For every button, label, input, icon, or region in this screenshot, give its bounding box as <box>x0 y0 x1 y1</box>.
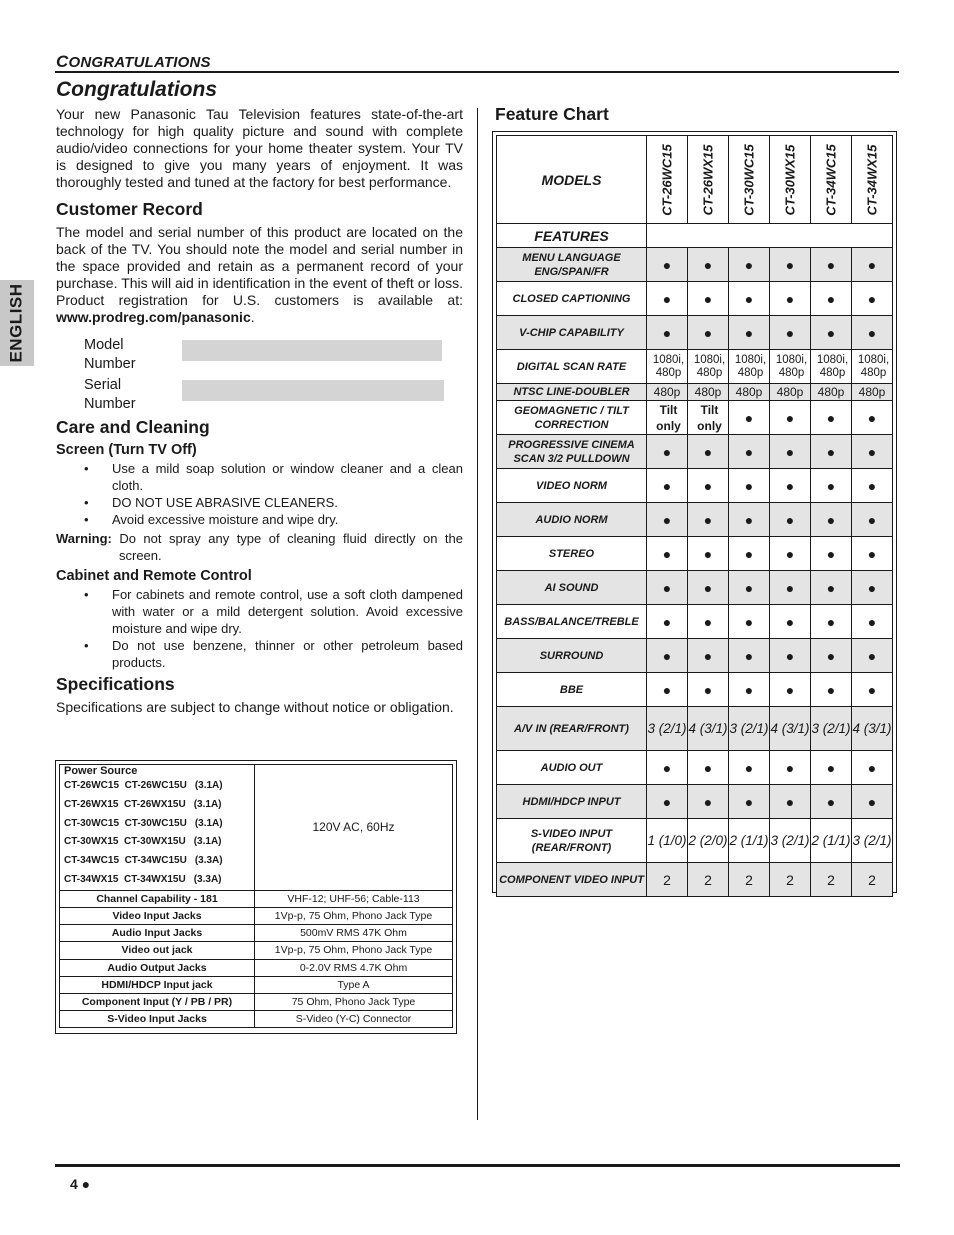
feature-value: ● <box>811 785 852 819</box>
power-source-model-row <box>64 871 250 890</box>
feature-row <box>497 751 893 785</box>
feature-label: MENU LANGUAGE ENG/SPAN/FR <box>497 248 647 282</box>
spec-row <box>60 993 453 1010</box>
feature-value: ● <box>811 435 852 469</box>
customer-record-body <box>56 224 463 326</box>
feature-label: AUDIO NORM <box>497 503 647 537</box>
running-header <box>56 52 211 72</box>
feature-value: ● <box>647 785 688 819</box>
power-source-model-row <box>64 852 250 871</box>
feature-value: ● <box>688 639 729 673</box>
feature-value: ● <box>688 605 729 639</box>
specification-rows <box>60 890 453 1028</box>
feature-value: ● <box>770 605 811 639</box>
feature-label: VIDEO NORM <box>497 469 647 503</box>
power-source-amps: (3.1A) <box>193 798 222 810</box>
feature-value: 1080i, 480p <box>770 350 811 384</box>
spec-row <box>60 907 453 924</box>
feature-value: Tilt only <box>688 401 729 435</box>
feature-value: 2 <box>811 863 852 897</box>
feature-value: 480p <box>729 384 770 401</box>
feature-value: 480p <box>647 384 688 401</box>
feature-label: V-CHIP CAPABILITY <box>497 316 647 350</box>
screen-bullet-1-text: Use a mild soap solution or window cleaner and a clean cloth. <box>112 461 463 493</box>
feature-value: ● <box>852 605 893 639</box>
model-number-label <box>84 336 182 374</box>
care-cleaning-heading: Care and Cleaning <box>56 417 210 437</box>
language-side-tab-label: ENGLISH <box>7 283 26 363</box>
model-name: CT-26WX15 <box>700 144 716 215</box>
feature-value: ● <box>852 537 893 571</box>
feature-value: ● <box>729 435 770 469</box>
feature-value: ● <box>770 248 811 282</box>
feature-value: 1 (1/0) <box>647 819 688 863</box>
spec-row <box>60 1011 453 1028</box>
feature-row <box>497 785 893 819</box>
feature-value: ● <box>770 639 811 673</box>
model-name: CT-34WC15 <box>823 143 839 216</box>
feature-value: ● <box>729 282 770 316</box>
spec-row <box>60 942 453 959</box>
feature-value: 480p <box>770 384 811 401</box>
power-source-model-row <box>64 796 250 815</box>
feature-value: ● <box>688 571 729 605</box>
feature-value: ● <box>688 503 729 537</box>
features-header-row <box>497 224 893 248</box>
spec-value: S-Video (Y-C) Connector <box>255 1011 453 1028</box>
feature-value: 480p <box>811 384 852 401</box>
feature-value: 4 (3/1) <box>688 707 729 751</box>
feature-value: ● <box>688 751 729 785</box>
feature-value: 1080i, 480p <box>729 350 770 384</box>
feature-value: ● <box>811 469 852 503</box>
feature-value: ● <box>729 605 770 639</box>
cabinet-care-heading: Cabinet and Remote Control <box>56 568 252 584</box>
feature-label: AUDIO OUT <box>497 751 647 785</box>
cabinet-bullet-1-text: For cabinets and remote control, use a soft cloth dampened with water or a mild detergent solution. Avoid excessive moisture and wipe dry. <box>112 587 463 636</box>
feature-value: ● <box>647 248 688 282</box>
power-source-cell <box>60 765 255 891</box>
feature-value: ● <box>729 248 770 282</box>
feature-row <box>497 248 893 282</box>
feature-value: 2 <box>688 863 729 897</box>
feature-value: 1080i, 480p <box>811 350 852 384</box>
power-source-models: CT-30WX15 CT-30WX15U <box>64 836 186 848</box>
feature-value: 3 (2/1) <box>852 819 893 863</box>
feature-value: ● <box>647 316 688 350</box>
feature-row <box>497 639 893 673</box>
model-name: CT-30WX15 <box>782 144 798 215</box>
power-source-amps: (3.1A) <box>194 780 223 791</box>
feature-value: 2 (1/1) <box>811 819 852 863</box>
feature-label: COMPONENT VIDEO INPUT <box>497 863 647 897</box>
feature-value: ● <box>647 282 688 316</box>
power-source-value: 120V AC, 60Hz <box>255 765 453 891</box>
spec-row <box>60 976 453 993</box>
power-source-models: CT-30WC15 CT-30WC15U <box>64 817 187 829</box>
specifications-table <box>59 764 453 1028</box>
feature-value: ● <box>811 537 852 571</box>
spec-value: 500mV RMS 47K Ohm <box>255 925 453 942</box>
feature-value: ● <box>852 503 893 537</box>
feature-row <box>497 435 893 469</box>
bullet-dot: • <box>84 587 89 602</box>
feature-value: ● <box>811 639 852 673</box>
feature-value: ● <box>647 503 688 537</box>
feature-value: ● <box>811 571 852 605</box>
feature-row <box>497 503 893 537</box>
feature-value: ● <box>852 785 893 819</box>
models-label: MODELS <box>497 136 647 224</box>
feature-value: ● <box>811 605 852 639</box>
footer-rule <box>55 1164 900 1167</box>
spec-label: Component Input (Y / PB / PR) <box>60 993 255 1010</box>
language-side-tab <box>0 280 34 366</box>
feature-value: ● <box>770 435 811 469</box>
screen-bullet-3 <box>56 511 463 528</box>
feature-chart-frame <box>492 131 897 893</box>
cabinet-bullet-2-text: Do not use benzene, thinner or other petroleum based products. <box>112 638 463 670</box>
warning-text: Do not spray any type of cleaning fluid directly on the screen. <box>119 531 463 563</box>
feature-value: Tilt only <box>647 401 688 435</box>
warning-label: Warning: <box>56 531 112 546</box>
feature-value: ● <box>688 673 729 707</box>
congratulations-heading: Congratulations <box>56 78 217 101</box>
feature-row <box>497 537 893 571</box>
specifications-heading: Specifications <box>56 674 175 694</box>
feature-value: ● <box>729 785 770 819</box>
feature-value: 2 <box>770 863 811 897</box>
feature-row <box>497 316 893 350</box>
running-header-initial: C <box>56 52 69 71</box>
page-number: 4 ● <box>70 1176 91 1192</box>
features-header-spacer <box>647 224 893 248</box>
column-divider <box>477 108 478 1120</box>
customer-record-period: . <box>250 309 255 325</box>
models-header-row <box>497 136 893 224</box>
feature-row <box>497 469 893 503</box>
feature-row <box>497 401 893 435</box>
feature-value: ● <box>729 571 770 605</box>
feature-label: AI SOUND <box>497 571 647 605</box>
specifications-table-frame <box>55 760 457 1034</box>
power-source-title: Power Source <box>64 765 138 777</box>
feature-value: ● <box>852 469 893 503</box>
screen-bullet-2-text: DO NOT USE ABRASIVE CLEANERS. <box>112 495 338 510</box>
feature-value: 4 (3/1) <box>852 707 893 751</box>
feature-label: CLOSED CAPTIONING <box>497 282 647 316</box>
feature-value: ● <box>647 571 688 605</box>
feature-value: ● <box>729 503 770 537</box>
feature-value: ● <box>729 751 770 785</box>
feature-value: ● <box>647 751 688 785</box>
feature-value: ● <box>811 751 852 785</box>
feature-value: ● <box>647 639 688 673</box>
feature-label: BASS/BALANCE/TREBLE <box>497 605 647 639</box>
power-source-model-row <box>64 777 250 796</box>
feature-row <box>497 571 893 605</box>
spec-label: Audio Input Jacks <box>60 925 255 942</box>
power-source-model-row <box>64 833 250 852</box>
screen-warning <box>56 530 463 564</box>
spec-label: Video Input Jacks <box>60 907 255 924</box>
feature-label: BBE <box>497 673 647 707</box>
power-source-amps: (3.1A) <box>193 836 222 848</box>
feature-value: 2 <box>852 863 893 897</box>
feature-value: ● <box>770 673 811 707</box>
feature-label: S-VIDEO INPUT (REAR/FRONT) <box>497 819 647 863</box>
feature-value: ● <box>811 282 852 316</box>
spec-row <box>60 925 453 942</box>
model-column-header <box>811 136 852 224</box>
feature-value: ● <box>770 401 811 435</box>
bullet-dot: • <box>84 461 89 476</box>
spec-row <box>60 890 453 907</box>
spec-value: 1Vp-p, 75 Ohm, Phono Jack Type <box>255 942 453 959</box>
spec-value: 0-2.0V RMS 4.7K Ohm <box>255 959 453 976</box>
power-source-models: CT-34WX15 CT-34WX15U <box>64 873 186 885</box>
feature-value: ● <box>647 469 688 503</box>
cabinet-bullet-2 <box>56 637 463 671</box>
feature-value: ● <box>811 316 852 350</box>
feature-value: ● <box>852 571 893 605</box>
model-column-header <box>647 136 688 224</box>
feature-value: ● <box>688 537 729 571</box>
registration-url[interactable]: www.prodreg.com/panasonic <box>56 309 251 325</box>
feature-value: 3 (2/1) <box>647 707 688 751</box>
feature-value: ● <box>852 282 893 316</box>
feature-value: 1080i, 480p <box>688 350 729 384</box>
feature-row <box>497 819 893 863</box>
feature-value: 2 <box>729 863 770 897</box>
feature-value: ● <box>647 673 688 707</box>
feature-value: ● <box>811 248 852 282</box>
spec-value: 1Vp-p, 75 Ohm, Phono Jack Type <box>255 907 453 924</box>
serial-label-line2: Number <box>84 396 136 412</box>
feature-label: NTSC LINE-DOUBLER <box>497 384 647 401</box>
feature-row <box>497 384 893 401</box>
screen-care-heading: Screen (Turn TV Off) <box>56 442 197 458</box>
feature-value: ● <box>811 401 852 435</box>
feature-value: ● <box>770 785 811 819</box>
bullet-dot: • <box>84 495 89 510</box>
model-name: CT-26WC15 <box>659 143 675 216</box>
feature-value: ● <box>688 435 729 469</box>
feature-value: ● <box>688 282 729 316</box>
feature-chart-heading: Feature Chart <box>495 104 609 124</box>
feature-value: ● <box>770 503 811 537</box>
header-rule <box>55 71 899 73</box>
bullet-dot: • <box>84 512 89 527</box>
power-source-amps: (3.3A) <box>193 873 222 885</box>
feature-value: ● <box>729 401 770 435</box>
model-number-field[interactable] <box>182 340 442 361</box>
serial-label-line1: Serial <box>84 377 122 393</box>
screen-bullet-2 <box>56 494 463 511</box>
feature-value: ● <box>811 673 852 707</box>
feature-rows <box>497 248 893 897</box>
feature-value: 2 <box>647 863 688 897</box>
feature-value: ● <box>647 435 688 469</box>
feature-value: ● <box>770 316 811 350</box>
feature-value: ● <box>770 282 811 316</box>
serial-number-field[interactable] <box>182 380 444 401</box>
serial-number-label <box>84 376 182 414</box>
feature-value: 4 (3/1) <box>770 707 811 751</box>
power-source-models: CT-26WC15 CT-26WC15U <box>64 780 187 791</box>
feature-value: ● <box>729 537 770 571</box>
feature-value: ● <box>688 248 729 282</box>
spec-value: Type A <box>255 976 453 993</box>
feature-value: 2 (2/0) <box>688 819 729 863</box>
feature-value: ● <box>729 639 770 673</box>
running-header-rest: ONGRATULATIONS <box>68 54 211 71</box>
feature-value: ● <box>770 469 811 503</box>
feature-value: ● <box>852 401 893 435</box>
specifications-body: Specifications are subject to change without notice or obligation. <box>56 699 454 715</box>
feature-value: 1080i, 480p <box>647 350 688 384</box>
feature-value: ● <box>852 248 893 282</box>
spec-row <box>60 959 453 976</box>
feature-value: ● <box>852 435 893 469</box>
power-source-amps: (3.3A) <box>194 855 223 867</box>
screen-bullet-1 <box>56 460 463 494</box>
feature-label: PROGRESSIVE CINEMA SCAN 3/2 PULLDOWN <box>497 435 647 469</box>
power-source-models: CT-34WC15 CT-34WC15U <box>64 855 187 867</box>
feature-row <box>497 282 893 316</box>
feature-label: A/V IN (REAR/FRONT) <box>497 707 647 751</box>
feature-value: 3 (2/1) <box>811 707 852 751</box>
feature-label: SURROUND <box>497 639 647 673</box>
serial-number-row <box>84 376 463 414</box>
customer-record-heading: Customer Record <box>56 199 203 219</box>
feature-value: ● <box>811 503 852 537</box>
power-source-list <box>64 777 250 890</box>
feature-chart-table <box>496 135 893 897</box>
screen-bullet-3-text: Avoid excessive moisture and wipe dry. <box>112 512 339 527</box>
feature-value: ● <box>729 469 770 503</box>
feature-label: STEREO <box>497 537 647 571</box>
feature-label: DIGITAL SCAN RATE <box>497 350 647 384</box>
feature-value: ● <box>852 639 893 673</box>
left-column <box>56 78 463 716</box>
feature-label: HDMI/HDCP INPUT <box>497 785 647 819</box>
model-label-line2: Number <box>84 356 136 372</box>
feature-value: ● <box>852 673 893 707</box>
feature-row <box>497 605 893 639</box>
feature-value: ● <box>729 673 770 707</box>
model-column-header <box>770 136 811 224</box>
congratulations-body: Your new Panasonic Tau Television features state-of-the-art technology for high quality picture and sound with complete audio/video connections for your home theater system. Your TV is designed to give you many years of enjoyment. It was thoroughly tested and tuned at the factory for best performance. <box>56 106 463 190</box>
feature-value: ● <box>688 316 729 350</box>
spec-value: 75 Ohm, Phono Jack Type <box>255 993 453 1010</box>
features-label: FEATURES <box>497 224 647 248</box>
power-source-amps: (3.1A) <box>194 817 223 829</box>
feature-value: ● <box>852 316 893 350</box>
power-source-model-row <box>64 815 250 834</box>
feature-row <box>497 863 893 897</box>
spec-label: HDMI/HDCP Input jack <box>60 976 255 993</box>
feature-value: ● <box>647 605 688 639</box>
feature-value: 480p <box>852 384 893 401</box>
power-source-models: CT-26WX15 CT-26WX15U <box>64 798 186 810</box>
power-source-row <box>60 765 453 891</box>
model-column-header <box>729 136 770 224</box>
feature-value: ● <box>770 571 811 605</box>
feature-value: ● <box>647 537 688 571</box>
feature-value: ● <box>729 316 770 350</box>
bullet-dot: • <box>84 638 89 653</box>
feature-value: ● <box>688 785 729 819</box>
feature-row <box>497 350 893 384</box>
model-column-header <box>688 136 729 224</box>
feature-value: ● <box>852 751 893 785</box>
spec-label: Channel Capability - 181 <box>60 890 255 907</box>
feature-value: 3 (2/1) <box>770 819 811 863</box>
feature-value: 1080i, 480p <box>852 350 893 384</box>
cabinet-bullet-1 <box>56 586 463 637</box>
spec-label: S-Video Input Jacks <box>60 1011 255 1028</box>
feature-value: 2 (1/1) <box>729 819 770 863</box>
model-name: CT-34WX15 <box>864 144 880 215</box>
feature-value: 3 (2/1) <box>729 707 770 751</box>
spec-value: VHF-12; UHF-56; Cable-113 <box>255 890 453 907</box>
feature-value: 480p <box>688 384 729 401</box>
customer-record-text: The model and serial number of this product are located on the back of the TV. You should note the model and serial number in the space provided and retain as a permanent record of your purchase. This will aid in identification in the event of theft or loss. Product registration for U.S. customers is available at: <box>56 224 463 308</box>
spec-label: Audio Output Jacks <box>60 959 255 976</box>
feature-value: ● <box>688 469 729 503</box>
model-label-line1: Model <box>84 337 124 353</box>
feature-value: ● <box>770 751 811 785</box>
feature-label: GEOMAGNETIC / TILT CORRECTION <box>497 401 647 435</box>
model-number-row <box>84 336 463 374</box>
feature-row <box>497 707 893 751</box>
feature-row <box>497 673 893 707</box>
feature-value: ● <box>770 537 811 571</box>
right-column <box>495 104 897 129</box>
model-column-header <box>852 136 893 224</box>
spec-label: Video out jack <box>60 942 255 959</box>
model-name: CT-30WC15 <box>741 143 757 216</box>
